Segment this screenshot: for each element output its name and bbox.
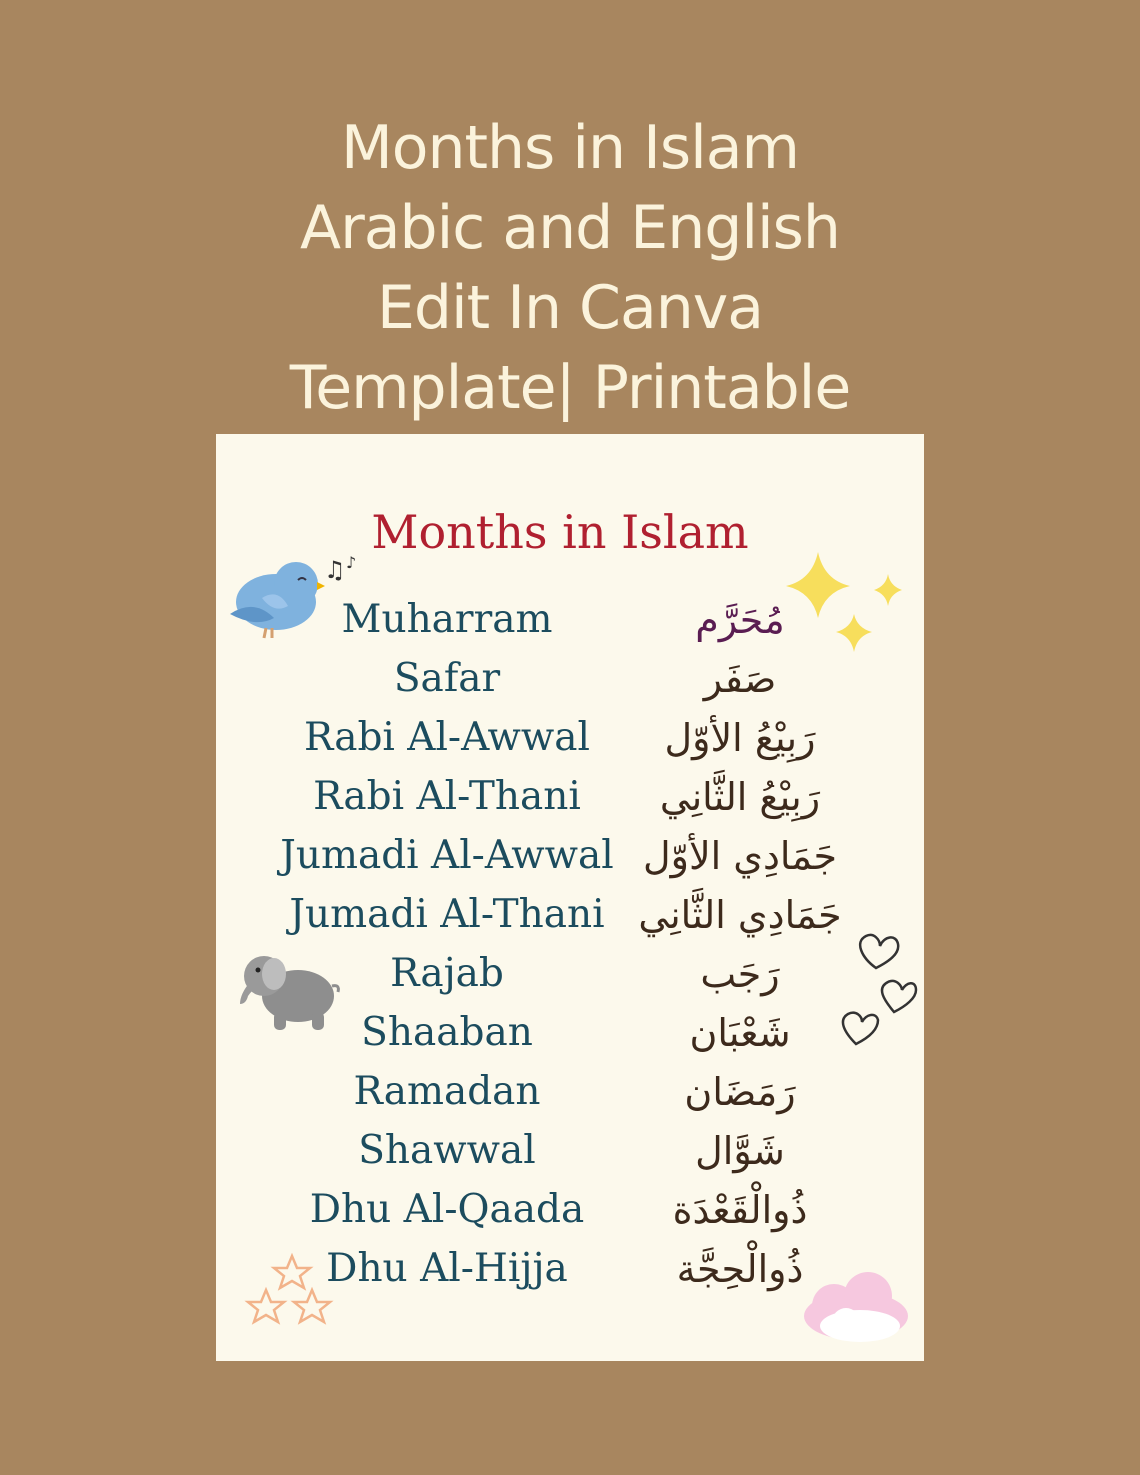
month-arabic: ذُوالْحِجَّة — [676, 1247, 804, 1291]
headline-line-1: Months in Islam — [341, 113, 799, 183]
month-english: Dhu Al-Qaada — [309, 1187, 585, 1232]
month-arabic: جَمَادِي الأوّل — [643, 834, 837, 878]
sparkles-icon — [784, 548, 908, 660]
stars-icon — [242, 1250, 334, 1330]
bird-icon — [226, 552, 326, 640]
month-arabic: شَوَّال — [695, 1129, 785, 1173]
month-row — [0, 1180, 1140, 1239]
headline — [0, 108, 1140, 428]
music-notes-icon — [322, 552, 364, 586]
hearts-icon — [836, 928, 922, 1052]
month-row — [0, 708, 1140, 767]
month-english: Muharram — [341, 597, 553, 642]
month-arabic: جَمَادِي الثَّانِي — [638, 893, 842, 937]
month-row — [0, 1239, 1140, 1298]
month-english: Shawwal — [358, 1128, 536, 1173]
month-row — [0, 590, 1140, 649]
month-english: Rabi Al-Thani — [313, 774, 581, 819]
month-english: Jumadi Al-Thani — [289, 892, 605, 937]
month-english: Dhu Al-Hijja — [326, 1246, 568, 1291]
month-arabic: شَعْبَان — [689, 1011, 791, 1055]
month-row — [0, 826, 1140, 885]
month-arabic: رَبِيْعُ الثَّانِي — [659, 775, 821, 819]
month-list — [0, 590, 1140, 1298]
month-english: Safar — [393, 656, 501, 701]
month-row — [0, 649, 1140, 708]
elephant-icon — [234, 946, 344, 1036]
month-arabic: مُحَرَّم — [695, 598, 785, 642]
month-english: Jumadi Al-Awwal — [280, 833, 614, 878]
card-title: Months in Islam — [371, 505, 749, 559]
month-row — [0, 885, 1140, 944]
month-row — [0, 767, 1140, 826]
svg-text:♫: ♫ — [324, 556, 346, 584]
month-row — [0, 1062, 1140, 1121]
month-english: Shaaban — [361, 1010, 533, 1055]
headline-line-4: Template| Printable — [289, 353, 851, 423]
month-arabic: رَمَضَان — [684, 1070, 796, 1114]
month-arabic: صَفَر — [703, 657, 777, 701]
month-arabic: رَجَب — [700, 952, 780, 996]
svg-text:♪: ♪ — [346, 553, 357, 572]
cloud-icon — [794, 1270, 918, 1346]
headline-line-3: Edit In Canva — [376, 273, 764, 343]
month-english: Rajab — [390, 951, 504, 996]
month-english: Ramadan — [353, 1069, 541, 1114]
month-row — [0, 944, 1140, 1003]
month-row — [0, 1121, 1140, 1180]
month-english: Rabi Al-Awwal — [303, 715, 591, 760]
month-row — [0, 1003, 1140, 1062]
month-arabic: ذُوالْقَعْدَة — [672, 1188, 808, 1232]
month-arabic: رَبِيْعُ الأوّل — [664, 716, 816, 760]
headline-line-2: Arabic and English — [300, 193, 840, 263]
